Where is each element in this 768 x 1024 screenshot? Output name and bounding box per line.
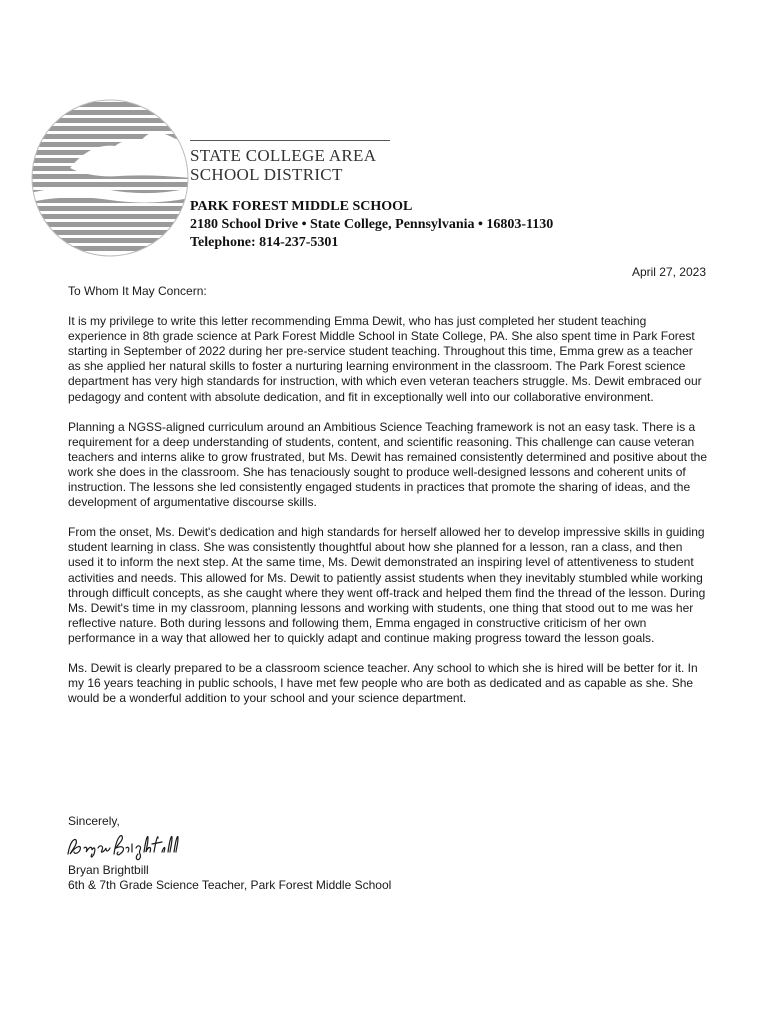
signer-block bbox=[68, 863, 391, 893]
district-line-2: SCHOOL DISTRICT bbox=[190, 165, 343, 184]
paragraph-1: It is my privilege to write this letter recommending Emma Dewit, who has just completed her student teaching experience in 8th grade science at Park Forest Middle School in State College, PA. She also spent time in Park Forest starting in September of 2022 during her pre-service student teaching. Throughout this time, Emma grew as a teacher as she applied her natural skills to foster a nurturing learning environment in the classroom. The Park Forest science department has very high standards for instruction, with which even veteran teachers struggle. Ms. Dewit embraced our pedagogy and content with absolute dedication, and fit in exceptionally well into our collaborative environment. bbox=[68, 314, 702, 404]
salutation: To Whom It May Concern: bbox=[68, 284, 207, 298]
district-line-1: STATE COLLEGE AREA bbox=[190, 146, 377, 165]
signature bbox=[64, 824, 184, 864]
letter-date: April 27, 2023 bbox=[631, 265, 706, 279]
paragraph-2: Planning a NGSS-aligned curriculum around an Ambitious Science Teaching framework is not an easy task. There is a requirement for a deep understanding of students, content, and scientific reasoning. This challenge can cause veteran teachers and interns alike to grow frustrated, but Ms. Dewit has remained consistently determined and positive about the work she does in the classroom. She has tenaciously sought to produce well-designed lessons and coherent units of instruction. The lessons she led consistently engaged students in practices that promote the sharing of ideas, and the development of argumentative discourse skills. bbox=[68, 419, 708, 510]
closing: Sincerely, bbox=[68, 814, 120, 828]
paragraph-3: From the onset, Ms. Dewit's dedication and high standards for herself allowed her to develop impressive skills in guiding student learning in class. She was consistently thoughtful about how she planned for a lesson, ran a class, and then used it to inform the next step. At the same time, Ms. Dewit demonstrated an inspiring level of attentiveness to student activities and needs. This allowed for Ms. Dewit to patiently assist students when they inevitably stumbled while working through difficult concepts, as she caught where they went off-track and helped them find the thread of the lesson. During Ms. Dewit's time in my classroom, planning lessons and working with students, one thing that stood out to me was her reflective nature. Both during lessons and following them, Emma engaged in constructive criticism of her own performance in a way that allowed her to quickly adapt and continue making progress toward the lesson goals. bbox=[68, 525, 706, 645]
signer-name: Bryan Brightbill bbox=[68, 863, 149, 877]
signer-title: 6th & 7th Grade Science Teacher, Park Forest Middle School bbox=[68, 878, 392, 892]
letter-body bbox=[68, 284, 708, 721]
letterhead-divider bbox=[190, 140, 390, 141]
school-telephone: Telephone: 814-237-5301 bbox=[190, 235, 339, 250]
paragraph-4: Ms. Dewit is clearly prepared to be a classroom science teacher. Any school to which she is hired will be better for it. In my 16 years teaching in public schools, I have met few people who are both as dedicated and as capable as she. She would be a wonderful addition to your school and your science department. bbox=[68, 660, 698, 706]
district-logo-icon bbox=[30, 98, 190, 258]
district-name bbox=[190, 146, 376, 184]
school-info bbox=[190, 198, 553, 252]
school-name: PARK FOREST MIDDLE SCHOOL bbox=[190, 199, 413, 214]
school-address: 2180 School Drive • State College, Pennsylvania • 16803-1130 bbox=[190, 217, 554, 232]
